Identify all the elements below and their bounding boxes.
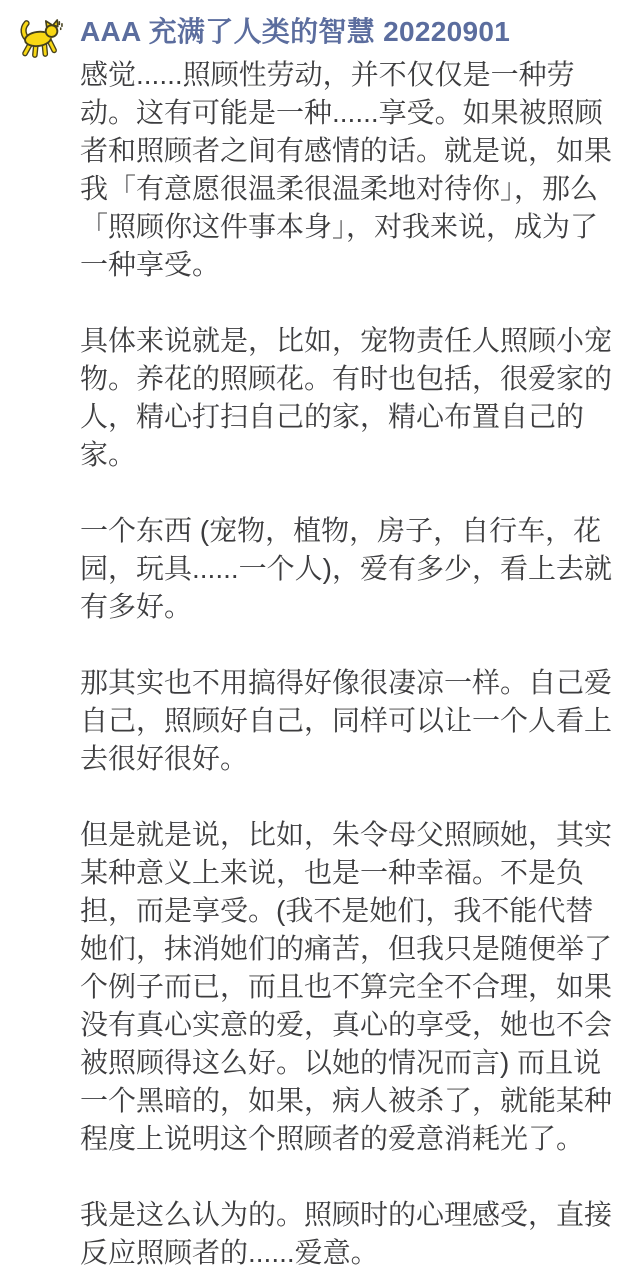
cat-icon — [13, 16, 63, 66]
post-paragraph: 我是这么认为的。照顾时的心理感受，直接反应照顾者的......爱意。 — [80, 1199, 613, 1268]
channel-avatar[interactable] — [13, 16, 63, 66]
post-body — [80, 56, 612, 1272]
channel-title[interactable]: AAA 充满了人类的智慧 20220901 — [80, 16, 511, 47]
post-paragraph: 具体来说就是，比如，宠物责任人照顾小宠物。养花的照顾花。有时也包括，很爱家的人，精心打扫自己的家，精心布置自己的家。 — [80, 325, 613, 470]
post-paragraph: 但是就是说，比如，朱令母父照顾她，其实某种意义上来说，也是一种幸福。不是负担，而是享受。(我不是她们，我不能代替她们，抹消她们的痛苦，但我只是随便举了个例子而已，而且也不算完全不合理，如果没有真心实意的爱，真心的享受，她也不会被照顾得这么好。以她的情况而言) 而且说一个黑暗的，如果，病人被杀了，就能某种程度上说明这个照顾者的爱意消耗光了。 — [80, 819, 613, 1154]
post-paragraph: 感觉......照顾性劳动，并不仅仅是一种劳动。这有可能是一种......享受。如果被照顾者和照顾者之间有感情的话。就是说，如果我「有意愿很温柔很温柔地对待你」，那么「照顾你这件事本身」，对我来说，成为了一种享受。 — [80, 59, 613, 280]
post-content — [80, 14, 612, 1272]
post-paragraph: 那其实也不用搞得好像很凄凉一样。自己爱自己，照顾好自己，同样可以让一个人看上去很好很好。 — [80, 667, 613, 774]
post-paragraph: 一个东西 (宠物，植物，房子，自行车，花园，玩具......一个人)，爱有多少，看上去就有多好。 — [80, 515, 613, 622]
